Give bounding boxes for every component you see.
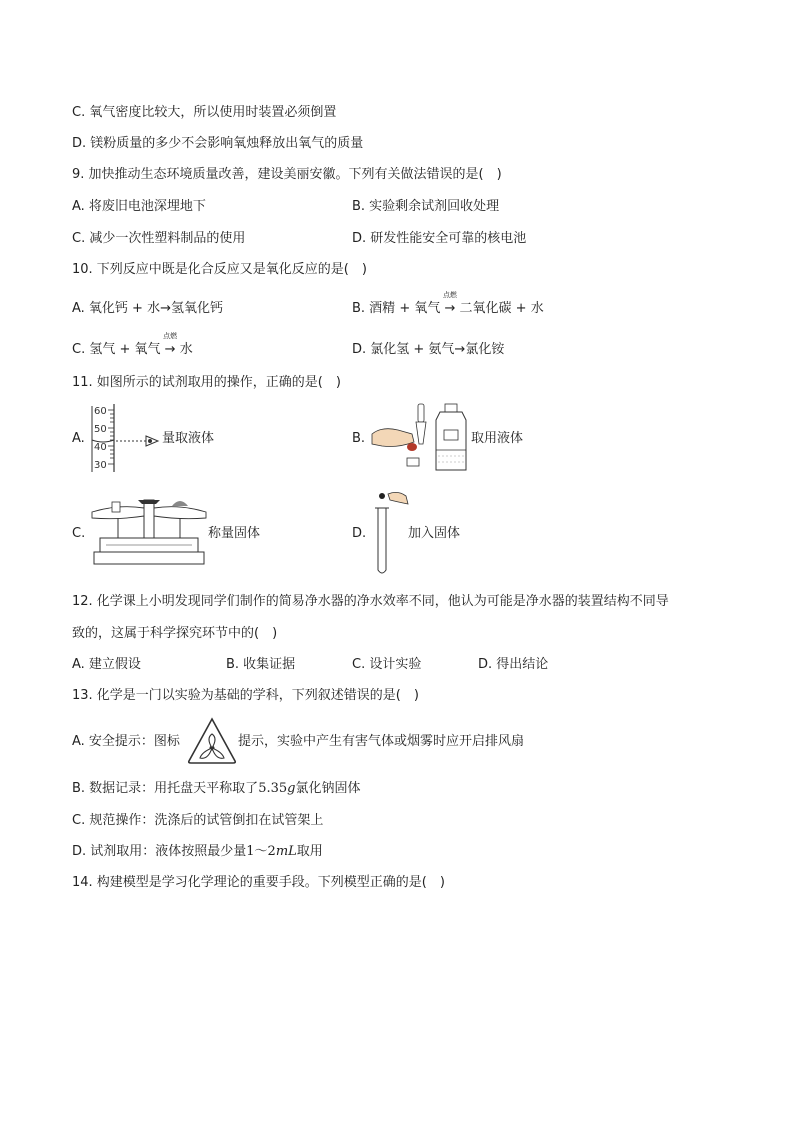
- ignite-label: 点燃: [163, 332, 178, 340]
- ignite-label: 点燃: [442, 291, 457, 299]
- q12-option-b: B. 收集证据: [226, 657, 296, 672]
- ignite-arrow: [442, 291, 457, 318]
- q13-a-prefix: A. 安全提示：图标: [72, 734, 180, 749]
- q12-option-d: D. 得出结论: [478, 657, 549, 672]
- q13-b-number: 5.35: [258, 781, 288, 796]
- q14-stem: 14. 构建模型是学习化学理论的重要手段。下列模型正确的是( ): [72, 875, 445, 890]
- q13-b-unit: g: [287, 781, 296, 796]
- q13-stem: 13. 化学是一门以实验为基础的学科，下列叙述错误的是( ): [72, 688, 419, 703]
- q11-a-letter: A.: [72, 431, 85, 446]
- q12-option-c: C. 设计实验: [352, 657, 422, 672]
- q9-option-b: B. 实验剩余试剂回收处理: [352, 199, 500, 214]
- q13-d-unit: mL: [275, 844, 297, 859]
- q11-d-label: 加入固体: [408, 526, 461, 541]
- q11-d-letter: D.: [352, 526, 367, 541]
- q11-c-letter: C.: [72, 526, 86, 541]
- exhaust-fan-icon: [186, 716, 238, 766]
- q10-c-products: 水: [179, 342, 193, 357]
- test-tube-icon: [366, 486, 410, 578]
- q13-b-prefix: B. 数据记录：用托盘天平称取了: [72, 781, 259, 796]
- q10-option-c: [72, 332, 193, 359]
- tick-label: 40: [94, 442, 107, 453]
- q12-stem-line1: 12. 化学课上小明发现同学们制作的简易净水器的净水效率不同，他认为可能是净水器的装置结构不同导: [72, 594, 669, 609]
- q10-option-a: A. 氧化钙 + 水→氢氧化钙: [72, 301, 223, 316]
- tick-label: 60: [94, 406, 107, 417]
- q8-option-d: D. 镁粉质量的多少不会影响氧烛释放出氧气的质量: [72, 136, 364, 151]
- q13-d-number: 1～2: [246, 844, 276, 859]
- tick-label: 50: [94, 424, 107, 435]
- q9-option-a: A. 将废旧电池深埋地下: [72, 199, 206, 214]
- q9-stem: 9. 加快推动生态环境质量改善，建设美丽安徽。下列有关做法错误的是( ): [72, 167, 502, 182]
- q13-option-b: [72, 780, 360, 798]
- arrow-glyph: →: [444, 301, 456, 316]
- q13-d-prefix: D. 试剂取用：液体按照最少量: [72, 844, 247, 859]
- q9-option-c: C. 减少一次性塑料制品的使用: [72, 231, 246, 246]
- q8-option-c: C. 氧气密度比较大，所以使用时装置必须倒置: [72, 105, 337, 120]
- balance-scale-icon: [88, 494, 210, 568]
- q13-d-suffix: 取用: [296, 844, 323, 859]
- q11-b-label: 取用液体: [471, 431, 524, 446]
- tick-label: 30: [94, 460, 107, 471]
- q12-option-a: A. 建立假设: [72, 657, 141, 672]
- q12-stem-line2: 致的，这属于科学探究环节中的( ): [72, 626, 278, 641]
- q13-option-c: C. 规范操作：洗涤后的试管倒扣在试管架上: [72, 813, 324, 828]
- graduated-cylinder-icon: [86, 400, 166, 475]
- arrow-glyph: →: [164, 342, 176, 357]
- q11-a-label: 量取液体: [162, 431, 215, 446]
- q13-a-suffix: 提示，实验中产生有害气体或烟雾时应开启排风扇: [238, 734, 525, 749]
- q10-c-reactants: C. 氢气 + 氧气: [72, 342, 161, 357]
- q9-option-d: D. 研发性能安全可靠的核电池: [352, 231, 527, 246]
- ignite-arrow: [163, 332, 178, 359]
- q11-c-label: 称量固体: [208, 526, 261, 541]
- q10-option-d: D. 氯化氢 + 氨气→氯化铵: [352, 342, 505, 357]
- q13-b-suffix: 氯化钠固体: [295, 781, 361, 796]
- q13-option-d: [72, 843, 323, 861]
- q11-stem: 11. 如图所示的试剂取用的操作，正确的是( ): [72, 375, 341, 390]
- q11-b-letter: B.: [352, 431, 366, 446]
- q10-b-products: 二氧化碳 + 水: [459, 301, 544, 316]
- q10-option-b: [352, 291, 544, 318]
- q10-b-reactants: B. 酒精 + 氧气: [352, 301, 441, 316]
- dropper-bottle-icon: [368, 400, 472, 475]
- q10-stem: 10. 下列反应中既是化合反应又是氧化反应的是( ): [72, 262, 367, 277]
